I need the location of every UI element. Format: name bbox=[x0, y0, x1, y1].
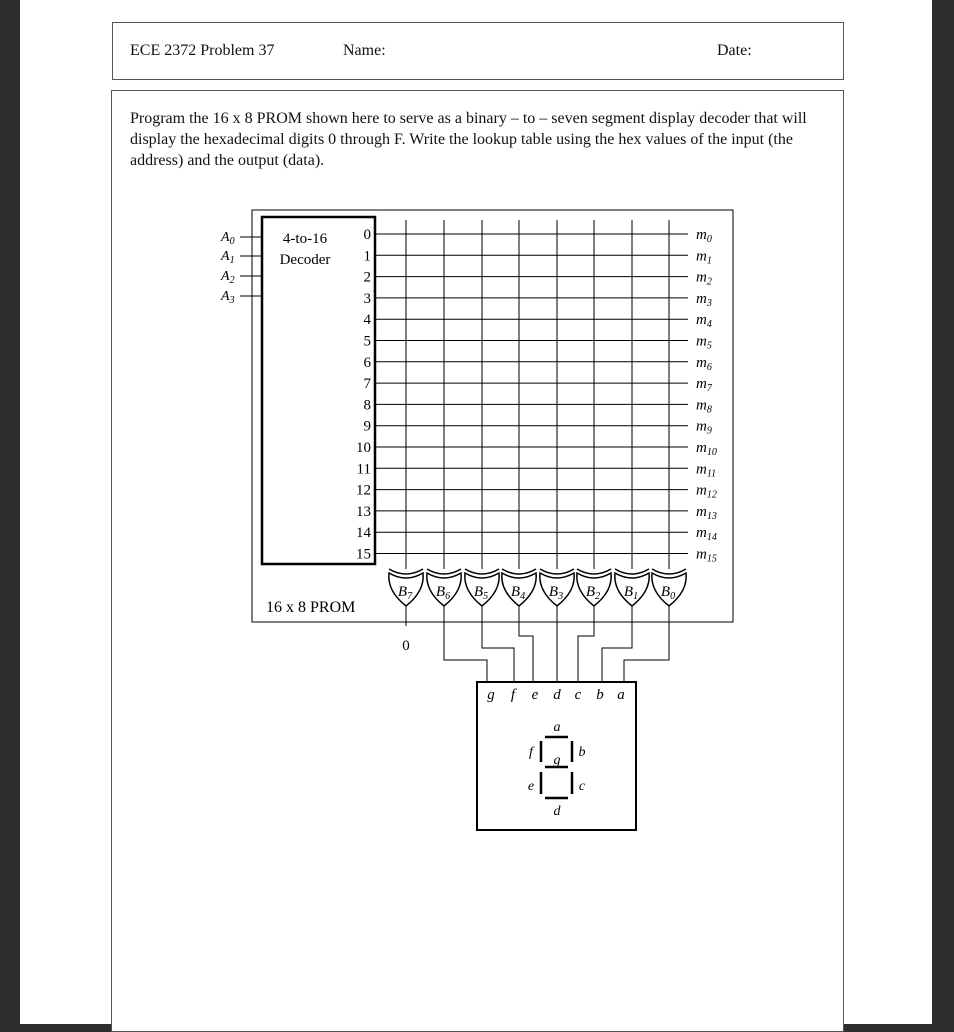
address-input-a0 bbox=[220, 230, 262, 247]
segment-label-f: f bbox=[529, 745, 533, 760]
display-wiring bbox=[406, 606, 669, 682]
date-label: Date: bbox=[717, 42, 752, 59]
decoder-output-number: 0 bbox=[363, 227, 371, 243]
decoder-row bbox=[364, 291, 712, 309]
course-title: ECE 2372 Problem 37 bbox=[130, 42, 275, 59]
minterm-index: 14 bbox=[706, 532, 717, 544]
minterm-index: 10 bbox=[706, 447, 717, 458]
bit-label: $B_6$ bbox=[435, 584, 451, 602]
minterm-label: $m_0$ bbox=[696, 227, 712, 245]
address-input-a1 bbox=[220, 249, 262, 266]
display-input-c: c bbox=[574, 687, 582, 703]
minterm-index: 7 bbox=[706, 383, 712, 395]
decoder-output-number: 9 bbox=[363, 418, 371, 435]
address-index-1: 1 bbox=[229, 255, 235, 266]
bit-index: 5 bbox=[483, 591, 489, 602]
address-inputs bbox=[220, 230, 262, 306]
xor-gate-b4 bbox=[502, 569, 536, 606]
decoder-row bbox=[364, 334, 712, 352]
prom-label: 16 x 8 PROM bbox=[266, 599, 356, 616]
minterm-index: 5 bbox=[706, 340, 712, 352]
display-input-a: a bbox=[617, 687, 625, 703]
bit-label: $B_7$ bbox=[397, 584, 413, 602]
minterm-index: 3 bbox=[706, 297, 712, 309]
b7-output-value: 0 bbox=[402, 638, 410, 654]
bit-index: 4 bbox=[520, 591, 526, 602]
minterm-label: $m_6$ bbox=[696, 354, 712, 373]
minterm-label: $m_{11}$ bbox=[696, 461, 717, 480]
decoder-output-number: 13 bbox=[356, 503, 371, 520]
bit-index: 6 bbox=[445, 591, 451, 602]
problem-statement: Program the 16 x 8 PROM shown here to serve as a binary – to – seven segment display decoder that will display the hexadecimal digits 0 through F. Write the lookup table using the hex values of the input (the address) and the output (data). bbox=[130, 110, 807, 169]
xor-gate-b3 bbox=[540, 569, 574, 606]
bit-index: 0 bbox=[670, 591, 676, 602]
address-input-a2 bbox=[220, 269, 262, 286]
minterm-label: $m_{13}$ bbox=[696, 503, 717, 522]
decoder-label-line1: 4-to-16 bbox=[282, 231, 328, 247]
display-input-g: g bbox=[487, 687, 495, 703]
bit-label: $B_3$ bbox=[548, 584, 564, 602]
decoder-row bbox=[356, 483, 717, 501]
segment-label-b: b bbox=[578, 745, 586, 760]
minterm-label: $m_3$ bbox=[696, 290, 712, 309]
decoder-output-number: 6 bbox=[363, 354, 371, 371]
segment-label-g: g bbox=[553, 753, 561, 768]
bit-index: 3 bbox=[558, 591, 564, 602]
bit-lines bbox=[406, 220, 669, 569]
address-input-a3 bbox=[220, 289, 262, 306]
decoder-row bbox=[364, 419, 712, 437]
bit-index: 1 bbox=[633, 591, 639, 602]
minterm-label: $m_{15}$ bbox=[696, 546, 717, 565]
name-label: Name: bbox=[343, 42, 386, 59]
decoder-row bbox=[357, 461, 717, 479]
bit-label: $B_4$ bbox=[510, 584, 526, 602]
minterm-label: $m_4$ bbox=[696, 312, 712, 331]
minterm-index: 11 bbox=[706, 468, 717, 480]
decoder-row bbox=[364, 312, 712, 330]
xor-gate-b6 bbox=[427, 569, 461, 606]
minterm-label: $m_9$ bbox=[696, 418, 712, 437]
minterm-index: 0 bbox=[706, 234, 712, 245]
minterm-index: 6 bbox=[706, 361, 712, 373]
decoder-output-number: 14 bbox=[356, 525, 371, 542]
minterm-index: 12 bbox=[706, 489, 717, 501]
xor-gates bbox=[389, 569, 686, 606]
display-input-b: b bbox=[596, 687, 604, 703]
xor-gate-b1 bbox=[615, 569, 649, 606]
bit-label: $B_1$ bbox=[623, 584, 639, 602]
decoder-output-number: 7 bbox=[363, 376, 371, 393]
minterm-label: $m_7$ bbox=[696, 376, 712, 395]
xor-gate-b7 bbox=[389, 569, 423, 606]
minterm-label: $m_8$ bbox=[696, 397, 712, 416]
xor-gate-b5 bbox=[465, 569, 499, 606]
xor-gate-b0 bbox=[652, 569, 686, 606]
bit-index: 7 bbox=[407, 591, 413, 602]
decoder-row bbox=[364, 248, 712, 266]
address-index-2: 2 bbox=[229, 275, 235, 286]
svg-text:A3: $A_3$ bbox=[221, 289, 235, 306]
address-index-3: 3 bbox=[229, 295, 235, 306]
bit-label: $B_2$ bbox=[585, 584, 601, 602]
minterm-index: 1 bbox=[706, 255, 712, 267]
address-index-0: 0 bbox=[229, 236, 235, 247]
prom-frame bbox=[252, 210, 733, 622]
bit-label: $B_0$ bbox=[660, 584, 676, 602]
decoder-row bbox=[356, 504, 717, 522]
svg-text:A0: $A_0$ bbox=[221, 230, 235, 247]
bit-label: $B_5$ bbox=[473, 584, 489, 602]
decoder-row bbox=[356, 525, 717, 543]
decoder-output-number: 5 bbox=[363, 333, 371, 350]
decoder-row bbox=[356, 440, 717, 458]
decoder-row bbox=[364, 227, 712, 245]
decoder-row bbox=[364, 376, 713, 394]
minterm-label: $m_{14}$ bbox=[696, 525, 717, 544]
decoder-output-number: 3 bbox=[363, 290, 371, 307]
minterm-index: 15 bbox=[706, 553, 717, 565]
minterm-index: 13 bbox=[706, 510, 717, 522]
decoder-output-number: 4 bbox=[363, 312, 371, 329]
decoder-row bbox=[364, 355, 712, 373]
minterm-index: 4 bbox=[706, 319, 712, 331]
display-input-f: f bbox=[510, 687, 516, 703]
display-input-labels bbox=[487, 687, 625, 703]
display-input-e: e bbox=[531, 687, 539, 703]
display-input-d: d bbox=[553, 687, 561, 703]
decoder-row bbox=[364, 270, 712, 288]
decoder-row bbox=[364, 397, 712, 415]
segment-label-e: e bbox=[527, 779, 535, 794]
bit-index: 2 bbox=[595, 591, 601, 602]
minterm-index: 8 bbox=[706, 404, 712, 416]
decoder-output-number: 12 bbox=[356, 482, 371, 499]
decoder-label-line2: Decoder bbox=[279, 252, 331, 268]
svg-text:A1: $A_1$ bbox=[221, 249, 235, 266]
xor-gate-b2 bbox=[577, 569, 611, 606]
minterm-label: $m_{12}$ bbox=[696, 482, 717, 501]
decoder-output-number: 11 bbox=[356, 461, 371, 478]
decoder-output-number: 15 bbox=[356, 546, 371, 563]
segment-label-d: d bbox=[553, 804, 561, 819]
decoder-row bbox=[356, 547, 717, 565]
minterm-label: $m_{10}$ bbox=[696, 440, 717, 458]
decoder-output-number: 2 bbox=[363, 269, 371, 286]
minterm-label: $m_5$ bbox=[696, 333, 712, 352]
decoder-output-number: 8 bbox=[363, 397, 371, 414]
segment-label-c: c bbox=[578, 779, 586, 794]
segment-labels bbox=[528, 720, 586, 819]
minterm-label: $m_1$ bbox=[696, 248, 712, 267]
minterm-label: $m_2$ bbox=[696, 269, 712, 288]
decoder-rows bbox=[356, 227, 717, 565]
minterm-index: 9 bbox=[706, 425, 712, 437]
minterm-index: 2 bbox=[706, 276, 712, 288]
svg-text:A2: $A_2$ bbox=[221, 269, 235, 286]
decoder-output-number: 10 bbox=[356, 440, 371, 456]
decoder-output-number: 1 bbox=[363, 248, 371, 265]
segment-label-a: a bbox=[553, 720, 561, 735]
